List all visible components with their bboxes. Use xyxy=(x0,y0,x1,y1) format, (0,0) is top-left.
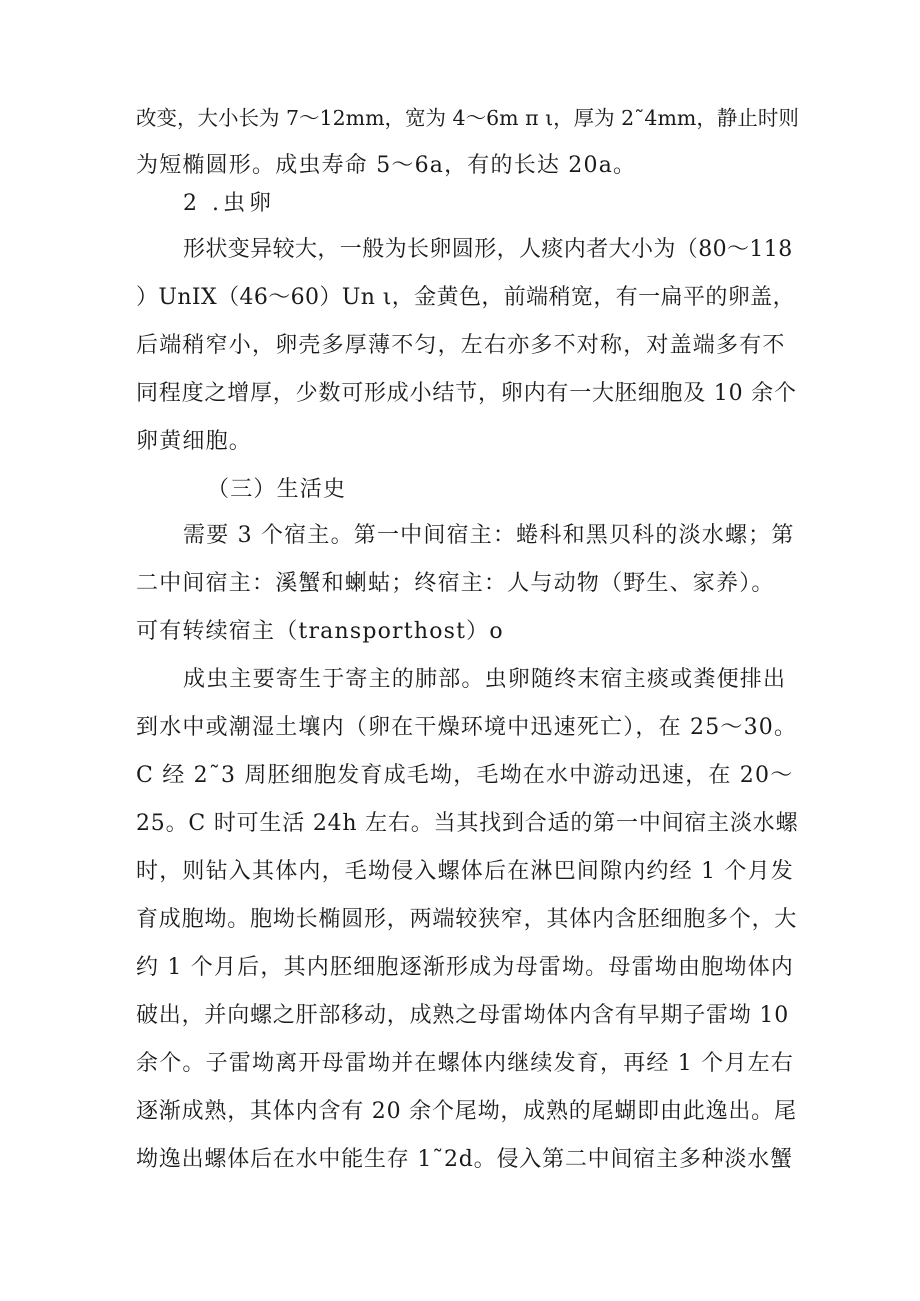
text-line: 破出，并向螺之肝部移动，成熟之母雷坳体内含有早期子雷坳 10 xyxy=(136,1003,789,1028)
text-line: ）UnIX（46～60）Un ι，金黄色，前端稍宽，有一扁平的卵盖， xyxy=(136,285,795,310)
text-line: 形状变异较大，一般为长卵圆形，人痰内者大小为（80～118 xyxy=(183,237,793,262)
text-line: 二中间宿主：溪蟹和蝲蛄；终宿主：人与动物（野生、家养）。 xyxy=(136,571,775,596)
text-line: 坳逸出螺体后在水中能生存 1˜2d。侵入第二中间宿主多种淡水蟹 xyxy=(136,1147,793,1172)
text-line: 改变，大小长为 7～12mm，宽为 4～6m π ι，厚为 2˜4mm，静止时则 xyxy=(136,106,799,130)
text-line: 时，则钻入其体内，毛坳侵入螺体后在淋巴间隙内约经 1 个月发 xyxy=(136,859,794,884)
text-line: 为短椭圆形。成虫寿命 5～6a，有的长达 20a。 xyxy=(136,153,637,178)
text-line: 后端稍窄小，卵壳多厚薄不匀，左右亦多不对称，对盖端多有不 xyxy=(136,333,786,358)
text-line: 逐渐成熟，其体内含有 20 余个尾坳，成熟的尾蝴即由此逸出。尾 xyxy=(136,1099,797,1124)
text-line: 需要 3 个宿主。第一中间宿主：蜷科和黑贝科的淡水螺；第 xyxy=(183,523,795,548)
text-line: 余个。子雷坳离开母雷坳并在螺体内继续发育，再经 1 个月左右 xyxy=(136,1051,794,1076)
text-line: 成虫主要寄生于寄主的肺部。虫卵随终末宿主痰或粪便排出 xyxy=(183,667,787,692)
section-heading-life-history: （三）生活史 xyxy=(207,477,347,502)
text-line: 约 1 个月后，其内胚细胞逐渐形成为母雷坳。母雷坳由胞坳体内 xyxy=(136,955,794,980)
text-line: 可有转续宿主（transporthost）o xyxy=(136,619,504,644)
text-line: 同程度之增厚，少数可形成小结节，卵内有一大胚细胞及 10 余个 xyxy=(136,381,797,406)
text-line: C 经 2˜3 周胚细胞发育成毛坳，毛坳在水中游动迅速，在 20～ xyxy=(136,763,794,788)
subheading-egg: 2 .虫卵 xyxy=(183,191,275,216)
text-line: 到水中或潮湿土壤内（卵在干燥环境中迅速死亡），在 25～30。 xyxy=(136,715,798,740)
text-line: 育成胞坳。胞坳长椭圆形，两端较狭窄，其体内含胚细胞多个，大 xyxy=(136,907,798,932)
text-line: 25。C 时可生活 24h 左右。当其找到合适的第一中间宿主淡水螺 xyxy=(136,811,799,836)
text-line: 卵黄细胞。 xyxy=(136,429,253,454)
